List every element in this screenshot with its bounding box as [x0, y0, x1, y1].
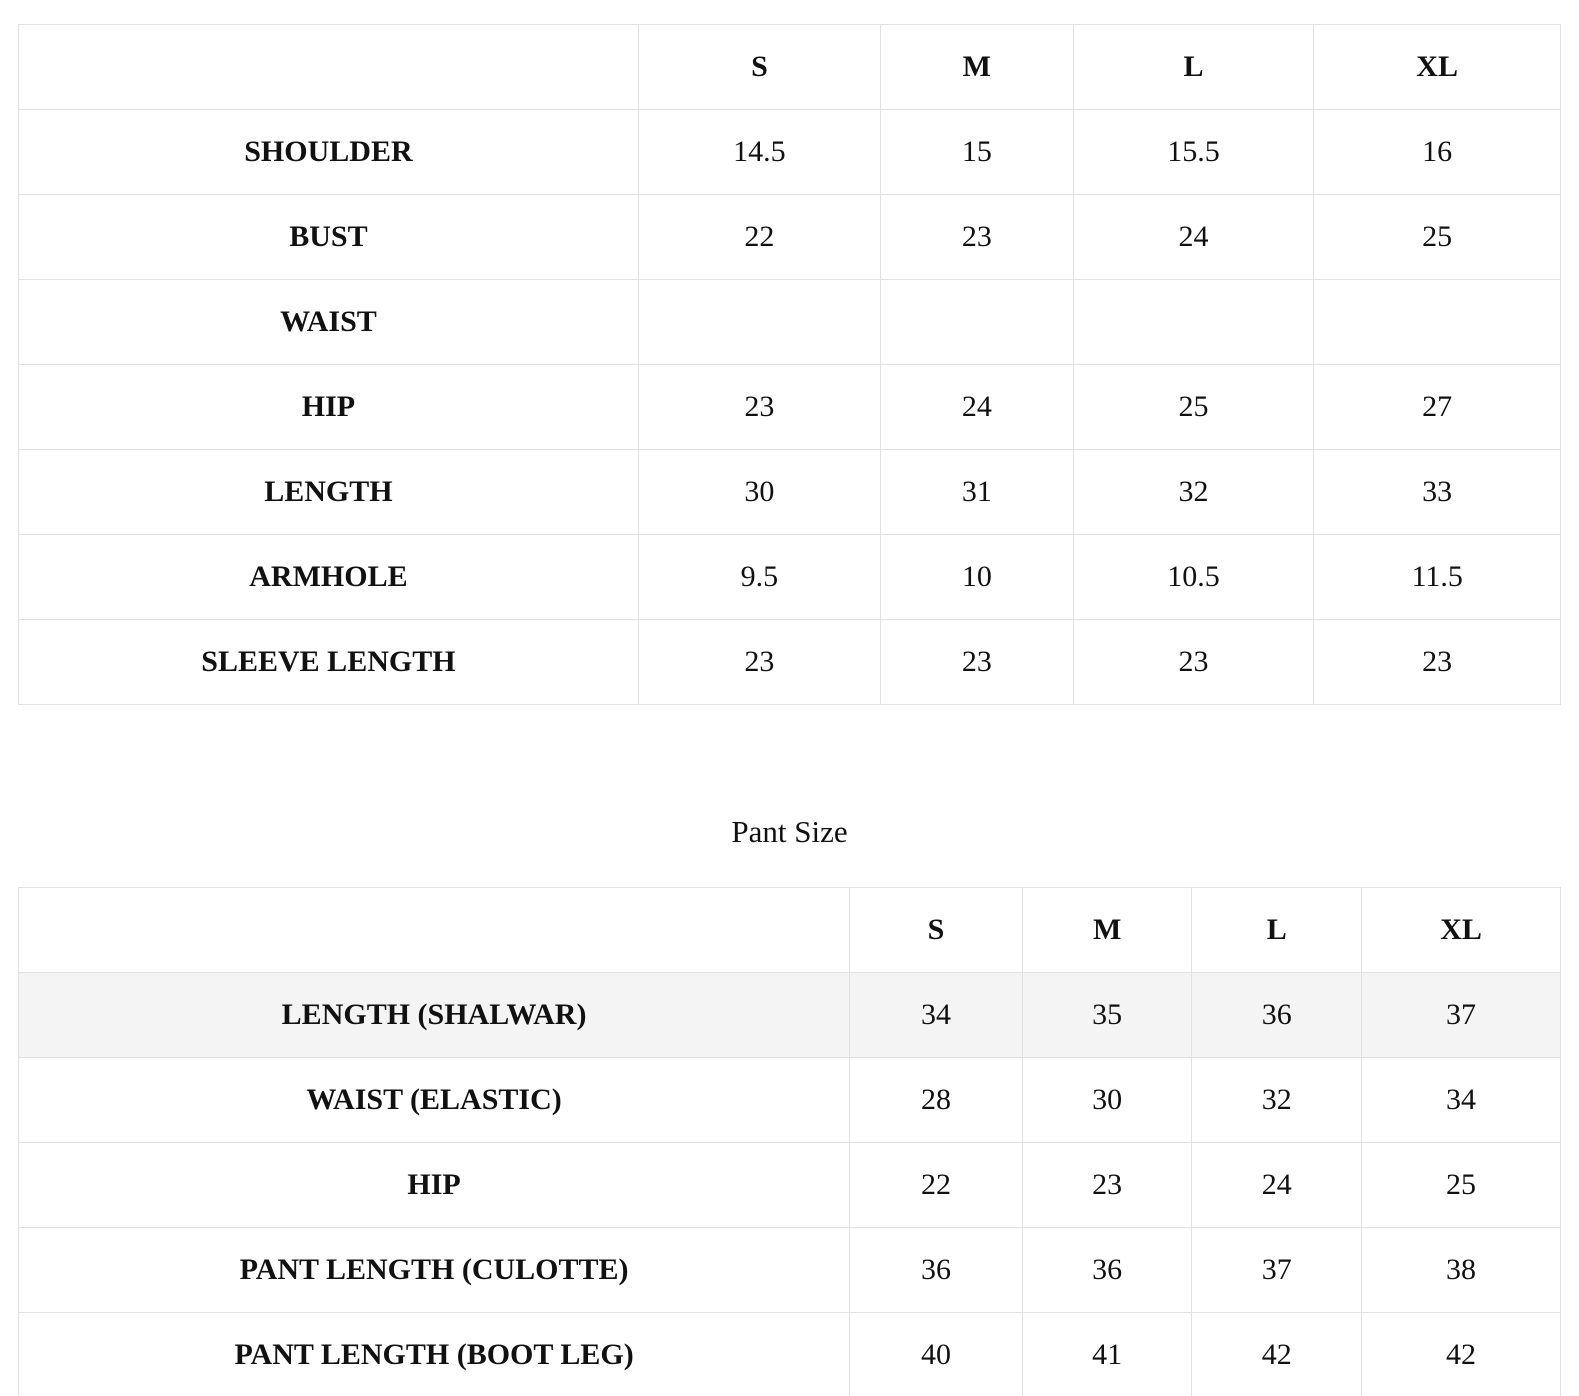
size-column-header: M — [1022, 888, 1192, 973]
size-column-header: L — [1192, 888, 1362, 973]
measurement-row — [19, 1143, 1561, 1228]
size-value-cell: 27 — [1314, 365, 1561, 450]
size-value-cell: 28 — [850, 1058, 1023, 1143]
measurement-label: WAIST (ELASTIC) — [19, 1058, 850, 1143]
size-value-cell: 11.5 — [1314, 535, 1561, 620]
size-value-cell: 15 — [880, 110, 1073, 195]
size-value-cell: 25 — [1073, 365, 1314, 450]
size-value-cell: 42 — [1362, 1313, 1561, 1396]
size-value-cell: 23 — [880, 195, 1073, 280]
size-value-cell: 37 — [1192, 1228, 1362, 1313]
size-value-cell: 36 — [1022, 1228, 1192, 1313]
size-value-cell: 23 — [638, 620, 880, 705]
size-value-cell: 22 — [850, 1143, 1023, 1228]
measurement-row — [19, 280, 1561, 365]
size-column-header: XL — [1362, 888, 1561, 973]
size-value-cell: 41 — [1022, 1313, 1192, 1396]
measurement-row — [19, 1313, 1561, 1396]
measurement-label: WAIST — [19, 280, 639, 365]
measurement-row — [19, 365, 1561, 450]
size-value-cell: 15.5 — [1073, 110, 1314, 195]
measurement-row — [19, 450, 1561, 535]
size-value-cell — [1073, 280, 1314, 365]
size-value-cell: 30 — [638, 450, 880, 535]
size-value-cell: 10 — [880, 535, 1073, 620]
size-value-cell: 16 — [1314, 110, 1561, 195]
size-value-cell: 25 — [1314, 195, 1561, 280]
measurement-row — [19, 535, 1561, 620]
size-column-header: S — [638, 25, 880, 110]
size-value-cell: 10.5 — [1073, 535, 1314, 620]
measurement-row — [19, 110, 1561, 195]
size-value-cell: 25 — [1362, 1143, 1561, 1228]
size-value-cell — [1314, 280, 1561, 365]
size-value-cell: 14.5 — [638, 110, 880, 195]
pant-size-heading: Pant Size — [731, 814, 848, 849]
measurement-label: BUST — [19, 195, 639, 280]
size-value-cell: 24 — [1073, 195, 1314, 280]
size-column-header: M — [880, 25, 1073, 110]
measurement-row — [19, 1228, 1561, 1313]
size-value-cell: 32 — [1073, 450, 1314, 535]
size-value-cell — [880, 280, 1073, 365]
size-value-cell: 23 — [638, 365, 880, 450]
shirt-size-table — [18, 24, 1561, 705]
measurement-row — [19, 620, 1561, 705]
size-column-header: S — [850, 888, 1023, 973]
size-value-cell: 32 — [1192, 1058, 1362, 1143]
measurement-label: SHOULDER — [19, 110, 639, 195]
measurement-label: LENGTH — [19, 450, 639, 535]
size-column-header: XL — [1314, 25, 1561, 110]
size-column-header: L — [1073, 25, 1314, 110]
measurement-row — [19, 1058, 1561, 1143]
size-value-cell: 22 — [638, 195, 880, 280]
size-value-cell: 23 — [880, 620, 1073, 705]
size-value-cell: 40 — [850, 1313, 1023, 1396]
measurement-label: HIP — [19, 1143, 850, 1228]
measurement-label: LENGTH (SHALWAR) — [19, 973, 850, 1058]
size-header-row — [19, 25, 1561, 110]
measurement-label: PANT LENGTH (BOOT LEG) — [19, 1313, 850, 1396]
size-value-cell: 23 — [1073, 620, 1314, 705]
size-value-cell — [638, 280, 880, 365]
size-value-cell: 42 — [1192, 1313, 1362, 1396]
measurement-row — [19, 973, 1561, 1058]
measurement-label: HIP — [19, 365, 639, 450]
size-value-cell: 37 — [1362, 973, 1561, 1058]
size-value-cell: 30 — [1022, 1058, 1192, 1143]
size-value-cell: 23 — [1314, 620, 1561, 705]
pant-size-table — [18, 887, 1561, 1396]
measurement-label: PANT LENGTH (CULOTTE) — [19, 1228, 850, 1313]
size-value-cell: 36 — [1192, 973, 1362, 1058]
measurement-label: SLEEVE LENGTH — [19, 620, 639, 705]
size-value-cell: 34 — [1362, 1058, 1561, 1143]
size-value-cell: 34 — [850, 973, 1023, 1058]
size-value-cell: 36 — [850, 1228, 1023, 1313]
size-value-cell: 9.5 — [638, 535, 880, 620]
size-value-cell: 24 — [1192, 1143, 1362, 1228]
size-value-cell: 35 — [1022, 973, 1192, 1058]
measurement-row — [19, 195, 1561, 280]
measurement-label: ARMHOLE — [19, 535, 639, 620]
size-value-cell: 33 — [1314, 450, 1561, 535]
size-value-cell: 24 — [880, 365, 1073, 450]
size-value-cell: 23 — [1022, 1143, 1192, 1228]
size-value-cell: 38 — [1362, 1228, 1561, 1313]
size-header-row — [19, 888, 1561, 973]
corner-cell — [19, 888, 850, 973]
corner-cell — [19, 25, 639, 110]
size-value-cell: 31 — [880, 450, 1073, 535]
